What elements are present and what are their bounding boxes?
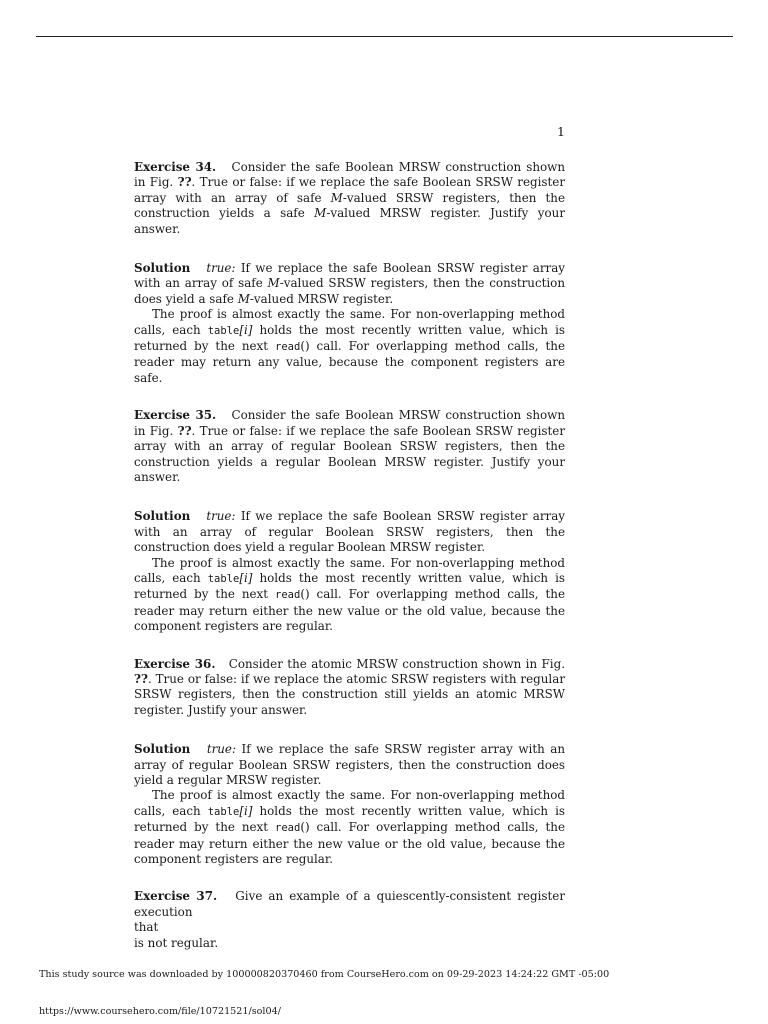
page-number: 1 — [557, 124, 565, 139]
code-token: read — [275, 341, 301, 354]
solution-34 — [134, 261, 565, 386]
code-token: read — [275, 589, 301, 602]
solution-text: The proof is almost exactly the same. For non-overlapping method calls, each — [134, 307, 565, 337]
exercise-text: Consider the atomic MRSW construction shown in Fig. — [228, 656, 565, 671]
solution-text: If we replace the safe Boolean SRSW register array with an array of safe — [134, 261, 565, 291]
source-url[interactable]: https://www.coursehero.com/file/10721521/sol04/ — [39, 1006, 281, 1017]
solution-verdict: true: — [206, 742, 236, 757]
solution-verdict: true: — [206, 261, 236, 276]
exercise-text: Consider the safe Boolean MRSW construction shown in Fig. — [134, 408, 565, 438]
exercise-35 — [134, 408, 565, 485]
exercise-label: Exercise 36. — [134, 656, 216, 671]
solution-text: () call. For overlapping method calls, the reader may return any value, because the component registers are safe. — [134, 339, 566, 385]
index-expr: [i] — [239, 803, 253, 818]
solution-35 — [134, 509, 565, 634]
download-notice: This study source was downloaded by 100000820370460 from CourseHero.com on 09-29-2023 14:24:22 GMT -05:00 — [39, 969, 610, 980]
math-symbol: M — [267, 276, 280, 291]
exercise-text: . True or false: if we replace the safe Boolean SRSW register array with an array of safe — [134, 175, 566, 205]
exercise-36 — [134, 657, 565, 719]
index-expr: [i] — [239, 570, 253, 585]
solution-text: () call. For overlapping method calls, the reader may return either the new value or the old value, because the component registers are regular. — [134, 820, 566, 867]
code-token: table — [207, 805, 240, 818]
exercise-text: is not regular. — [134, 935, 219, 950]
exercise-text: Consider the safe Boolean MRSW construction shown in Fig. — [134, 160, 565, 190]
solution-text: If we replace the safe SRSW register array with an array of regular Boolean SRSW registers, then the construction does yield a regular MRSW register. — [134, 742, 566, 787]
solution-text: The proof is almost exactly the same. For non-overlapping method calls, each — [134, 555, 565, 585]
code-token: table — [207, 572, 240, 585]
header-rule — [36, 36, 733, 37]
exercise-text: that — [134, 920, 159, 935]
math-symbol: M — [237, 291, 250, 306]
solution-text: () call. For overlapping method calls, the reader may return either the new value or the old value, because the component registers are regular. — [134, 587, 566, 634]
exercise-label: Exercise 37. — [134, 889, 218, 904]
figure-ref: ?? — [177, 175, 192, 190]
solution-text: holds the most recently written value, which is returned by the next — [134, 570, 565, 602]
math-symbol: M — [330, 190, 343, 205]
figure-ref: ?? — [177, 423, 192, 438]
index-expr: [i] — [239, 322, 253, 337]
exercise-label: Exercise 35. — [134, 408, 217, 423]
solution-verdict: true: — [206, 509, 236, 524]
page-content — [134, 160, 565, 951]
solution-label: Solution — [134, 509, 191, 524]
code-token: table — [207, 324, 240, 337]
solution-text: holds the most recently written value, which is returned by the next — [134, 322, 565, 354]
exercise-37 — [134, 889, 565, 951]
solution-label: Solution — [134, 261, 191, 276]
exercise-label: Exercise 34. — [134, 160, 217, 174]
solution-text: -valued MRSW register. — [249, 291, 394, 306]
exercise-text: -valued MRSW register. Justify your answer. — [134, 206, 565, 236]
code-token: read — [275, 822, 301, 835]
exercise-text: . True or false: if we replace the safe Boolean SRSW register array with an array of regular Boolean SRSW registers, then the construction yields a regular Boolean MRSW register. Justify your answer. — [134, 423, 566, 484]
solution-text: holds the most recently written value, which is returned by the next — [134, 803, 565, 835]
exercise-text: . True or false: if we replace the atomic SRSW registers with regular SRSW registers, then the construction still yields an atomic MRSW register. Justify your answer. — [134, 671, 565, 717]
exercise-34 — [134, 160, 565, 237]
exercise-text: -valued SRSW registers, then the construction yields a safe — [134, 190, 566, 221]
figure-ref: ?? — [134, 671, 148, 686]
solution-text: The proof is almost exactly the same. For non-overlapping method calls, each — [134, 788, 565, 818]
solution-text: -valued SRSW registers, then the construction does yield a safe — [134, 276, 566, 306]
solution-text: If we replace the safe Boolean SRSW register array with an array of regular Boolean SRSW registers, then the construction does yield a regular Boolean MRSW register. — [134, 509, 565, 555]
solution-36 — [134, 742, 565, 867]
solution-label: Solution — [134, 742, 191, 757]
math-symbol: M — [314, 206, 327, 221]
exercise-text: Give an example of a quiescently-consistent register execution — [134, 889, 566, 919]
